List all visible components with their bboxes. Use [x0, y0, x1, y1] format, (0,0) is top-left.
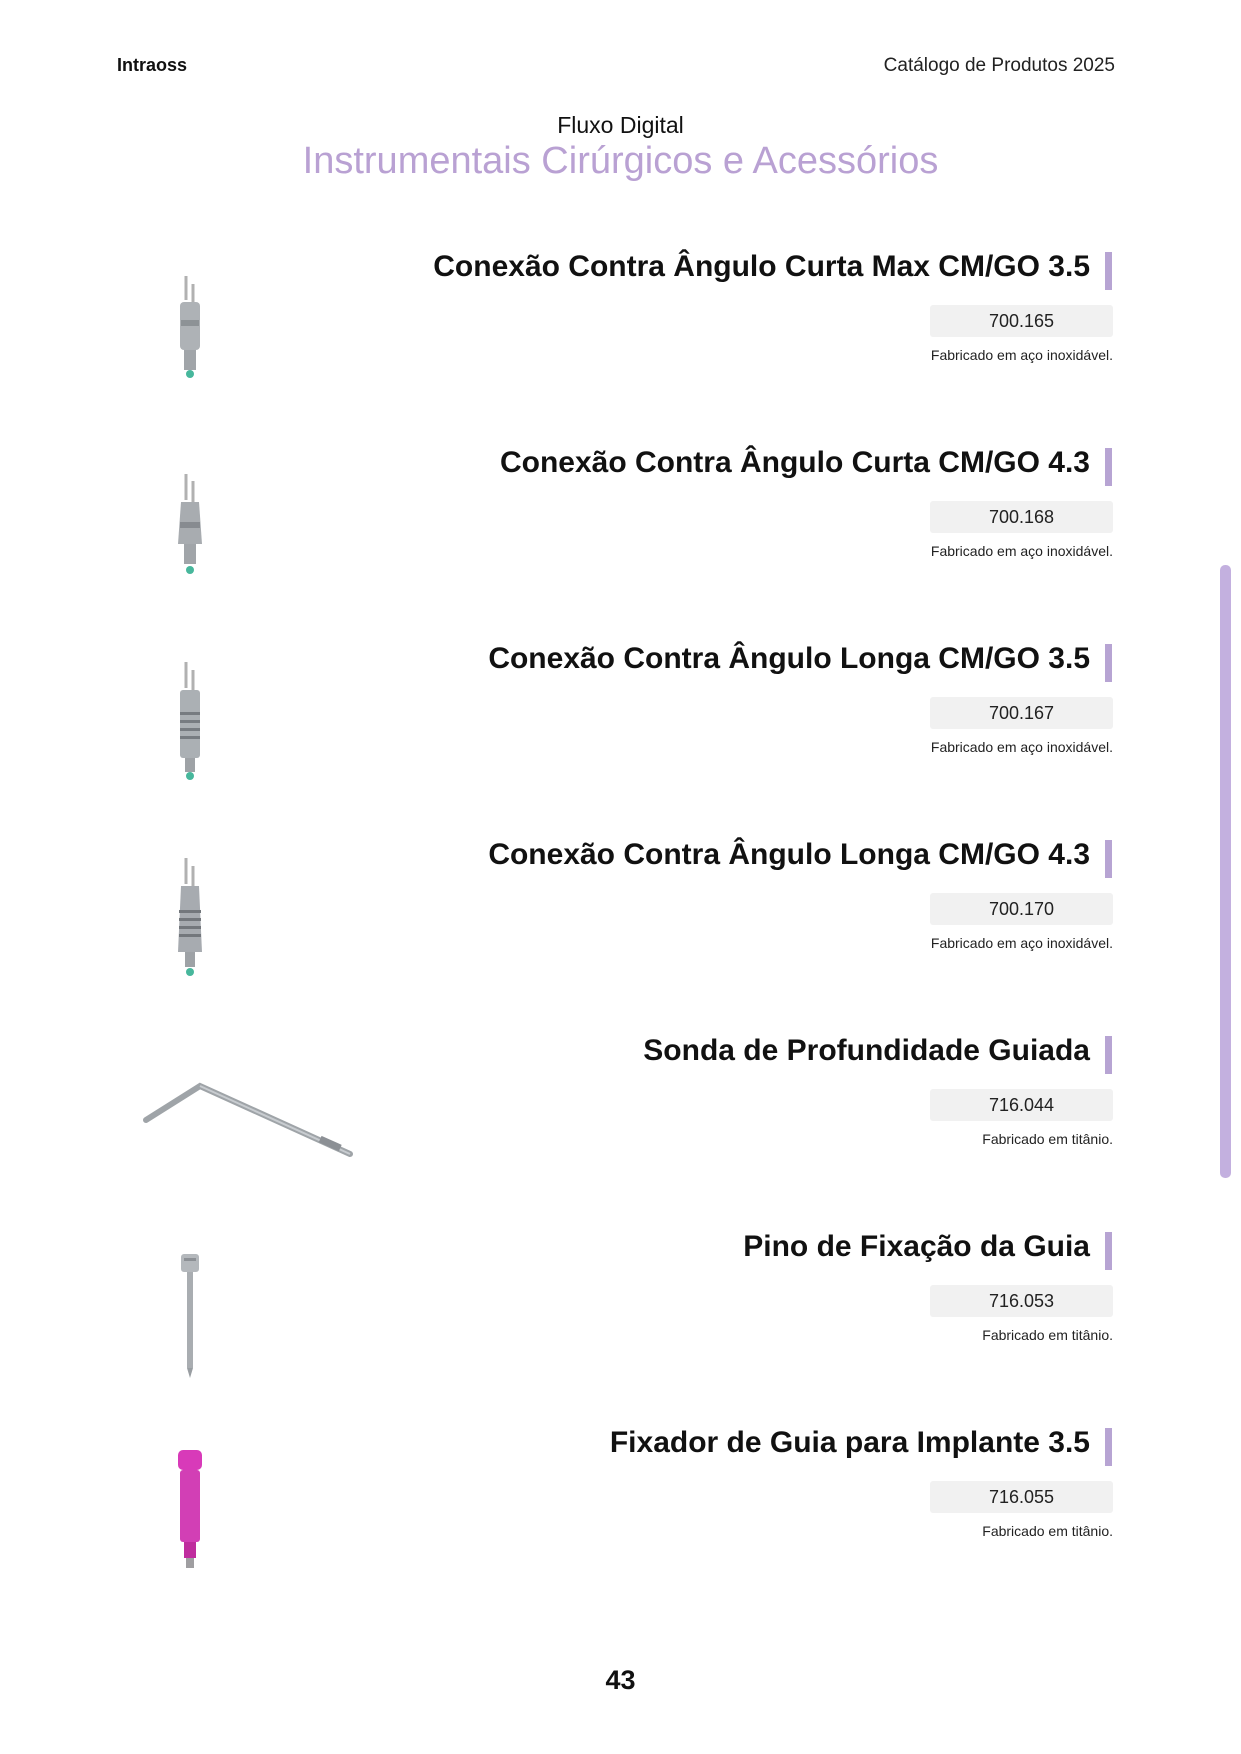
product-code: 700.170 — [930, 893, 1113, 925]
depth-probe-icon — [110, 1034, 370, 1194]
section-kicker: Fluxo Digital — [557, 112, 684, 138]
product-row — [0, 446, 1241, 636]
product-image — [110, 642, 370, 802]
title-accent-bar — [1105, 644, 1112, 682]
title-accent-bar — [1105, 1036, 1112, 1074]
product-title: Conexão Contra Ângulo Curta Max CM/GO 3.5 — [433, 250, 1090, 283]
title-accent-bar — [1105, 840, 1112, 878]
product-image — [110, 1426, 370, 1586]
product-row — [0, 1426, 1241, 1616]
product-code: 716.055 — [930, 1481, 1113, 1513]
product-code: 700.168 — [930, 501, 1113, 533]
product-material: Fabricado em aço inoxidável. — [930, 543, 1113, 559]
product-row — [0, 838, 1241, 1028]
product-code: 716.053 — [930, 1285, 1113, 1317]
product-title: Conexão Contra Ângulo Curta CM/GO 4.3 — [499, 446, 1090, 479]
product-row — [0, 1230, 1241, 1420]
product-row — [0, 250, 1241, 440]
title-accent-bar — [1105, 1428, 1112, 1466]
fixation-pin-icon — [110, 1230, 370, 1390]
long-connector-icon — [110, 838, 370, 998]
product-image — [110, 1034, 370, 1194]
long-connector-icon — [110, 642, 370, 802]
product-material: Fabricado em aço inoxidável. — [930, 347, 1113, 363]
product-image — [110, 1230, 370, 1390]
page-title: Instrumentais Cirúrgicos e Acessórios — [302, 140, 939, 182]
product-material: Fabricado em aço inoxidável. — [930, 935, 1113, 951]
product-title: Sonda de Profundidade Guiada — [643, 1034, 1090, 1067]
product-code: 716.044 — [930, 1089, 1113, 1121]
page-number: 43 — [605, 1665, 636, 1695]
catalog-title: Catálogo de Produtos 2025 — [883, 55, 1115, 76]
product-row — [0, 642, 1241, 832]
product-image — [110, 446, 370, 606]
title-accent-bar — [1105, 448, 1112, 486]
product-code: 700.167 — [930, 697, 1113, 729]
product-material: Fabricado em titânio. — [982, 1523, 1113, 1539]
title-accent-bar — [1105, 252, 1112, 290]
short-connector-icon — [110, 446, 370, 606]
product-title: Conexão Contra Ângulo Longa CM/GO 3.5 — [488, 642, 1090, 675]
product-image — [110, 250, 370, 410]
product-material: Fabricado em aço inoxidável. — [930, 739, 1113, 755]
product-title: Fixador de Guia para Implante 3.5 — [609, 1426, 1090, 1459]
product-code: 700.165 — [930, 305, 1113, 337]
header-brand: Intraoss — [117, 55, 188, 75]
product-title: Pino de Fixação da Guia — [743, 1230, 1090, 1263]
short-connector-icon — [110, 250, 370, 410]
product-image — [110, 838, 370, 998]
product-row — [0, 1034, 1241, 1224]
product-material: Fabricado em titânio. — [982, 1131, 1113, 1147]
title-accent-bar — [1105, 1232, 1112, 1270]
guide-fixator-icon — [110, 1426, 370, 1586]
product-title: Conexão Contra Ângulo Longa CM/GO 4.3 — [488, 838, 1090, 871]
product-material: Fabricado em titânio. — [982, 1327, 1113, 1343]
